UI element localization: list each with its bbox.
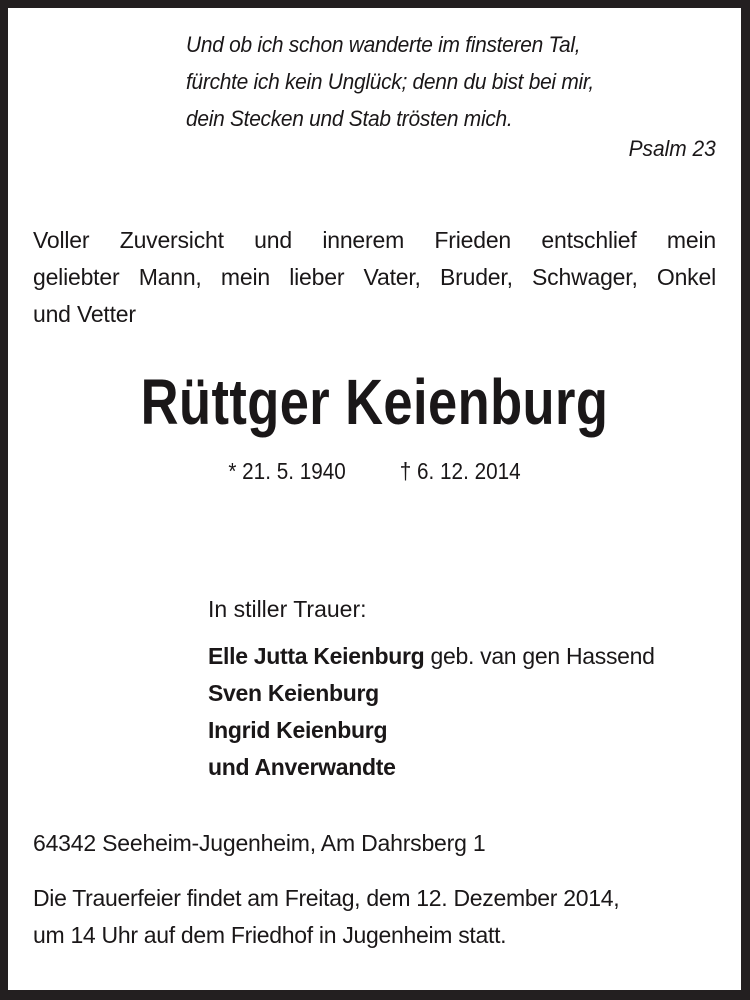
- mourner-entry: [208, 638, 655, 675]
- verse-line: fürchte ich kein Unglück; denn du bist bei mir,: [186, 69, 594, 94]
- family-address: 64342 Seeheim-Jugenheim, Am Dahrsberg 1: [33, 830, 486, 856]
- psalm-verse: [186, 26, 594, 137]
- ceremony-info: [33, 880, 619, 954]
- psalm-reference: Psalm 23: [628, 136, 716, 161]
- mourner-name: Elle Jutta Keienburg: [208, 643, 425, 669]
- life-dates: [45, 458, 705, 485]
- mourner-entry: [208, 712, 655, 749]
- ceremony-line: Die Trauerfeier findet am Freitag, dem 12. Dezember 2014,: [33, 885, 620, 911]
- intro-line: Voller Zuversicht und innerem Frieden entschlief mein: [33, 227, 716, 253]
- intro-line: und Vetter: [33, 301, 136, 327]
- mourner-entry: [208, 749, 655, 786]
- ceremony-line: um 14 Uhr auf dem Friedhof in Jugenheim statt.: [33, 922, 507, 948]
- intro-line: geliebter Mann, mein lieber Vater, Bruder, Schwager, Onkel: [33, 264, 716, 290]
- birth-date: * 21. 5. 1940: [228, 458, 346, 484]
- obituary-notice: [8, 8, 741, 990]
- death-date: † 6. 12. 2014: [399, 458, 521, 484]
- mourners-label: In stiller Trauer:: [208, 596, 367, 622]
- mourner-name: Ingrid Keienburg: [208, 717, 388, 743]
- mourners-block: [208, 594, 655, 786]
- deceased-name: Rüttger Keienburg: [140, 366, 609, 438]
- mourner-entry: [208, 675, 655, 712]
- mourner-suffix: geb. van gen Hassend: [424, 643, 655, 669]
- verse-line: Und ob ich schon wanderte im finsteren Tal,: [186, 32, 581, 57]
- mourner-name: und Anverwandte: [208, 754, 396, 780]
- mourner-name: Sven Keienburg: [208, 680, 379, 706]
- intro-text: [33, 222, 716, 333]
- verse-line: dein Stecken und Stab trösten mich.: [186, 106, 513, 131]
